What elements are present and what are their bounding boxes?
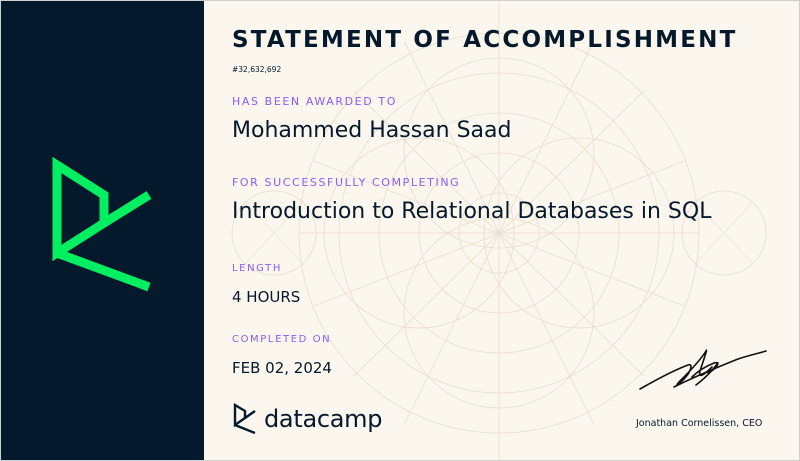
brand-logo	[232, 403, 382, 435]
completing-label: FOR SUCCESSFULLY COMPLETING	[232, 176, 461, 189]
certificate-content	[204, 1, 799, 460]
completed-label: COMPLETED ON	[232, 334, 332, 345]
signatory-name: Jonathan Cornelissen, CEO	[636, 418, 763, 429]
length-value: 4 HOURS	[232, 288, 301, 306]
awarded-label: HAS BEEN AWARDED TO	[232, 95, 397, 108]
certificate-id: #32,632,692	[232, 65, 282, 74]
course-name: Introduction to Relational Databases in SQL	[232, 199, 712, 224]
ceo-signature	[634, 341, 774, 401]
datacamp-small-logo-icon	[232, 403, 258, 435]
brand-name: datacamp	[264, 405, 383, 433]
left-panel	[1, 1, 204, 460]
recipient-name: Mohammed Hassan Saad	[232, 118, 512, 143]
certificate-title: STATEMENT OF ACCOMPLISHMENT	[232, 27, 738, 53]
completed-date: FEB 02, 2024	[232, 359, 332, 377]
datacamp-logo-icon	[49, 157, 159, 297]
length-label: LENGTH	[232, 263, 282, 274]
